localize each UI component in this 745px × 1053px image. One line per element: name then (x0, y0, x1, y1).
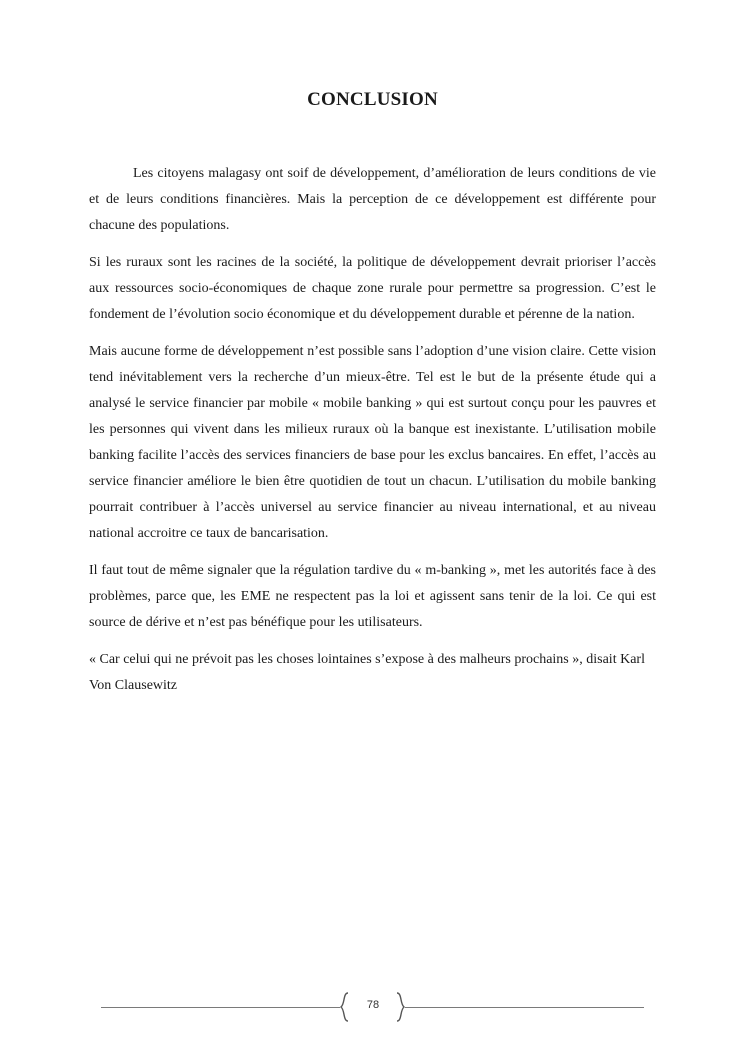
paragraph-quote: « Car celui qui ne prévoit pas les choses lointaines s’expose à des malheurs prochains », disait Karl Von Clausewitz (89, 652, 645, 693)
footer-rule-left (101, 1007, 340, 1008)
paragraph-intro: Les citoyens malagasy ont soif de développement, d’amélioration de leurs conditions de vie et de leurs conditions financières. Mais la perception de ce développement est différente pour chacune des populations. (89, 166, 656, 233)
document-body (89, 161, 656, 710)
paragraph-regulation: Il faut tout de même signaler que la régulation tardive du « m-banking », met les autorités face à des problèmes, parce que, les EME ne respectent pas la loi et agissent sans tenir de la loi. Ce qui est source de dérive et n’est pas bénéfique pour les utilisateurs. (89, 563, 656, 630)
right-brace-icon (395, 992, 405, 1022)
paragraph-mobile-banking: Mais aucune forme de développement n’est possible sans l’adoption d’une vision claire. Cette vision tend inévitablement vers la recherche d’un mieux-être. Tel est le but de la présente étude qui a analysé le service financier par mobile « mobile banking » qui est surtout conçu pour les pauvres et les personnes qui vivent dans les milieux ruraux où la banque est inexistante. L’utilisation mobile banking facilite l’accès des services financiers de base pour les exclus bancaires. En effet, l’accès au service financier améliore le bien être quotidien de tout un chacun. L’utilisation du mobile banking pourrait contribuer à l’accès universel au service financier au niveau international, et au niveau national accroitre ce taux de bancarisation. (89, 344, 656, 541)
left-brace-icon (340, 992, 350, 1022)
footer-rule-right (405, 1007, 644, 1008)
page-number: 78 (366, 999, 380, 1011)
paragraph-rural-development: Si les ruraux sont les racines de la société, la politique de développement devrait prioriser l’accès aux ressources socio-économiques de chaque zone rurale pour permettre sa progression. C’est le fondement de l’évolution socio économique et du développement durable et pérenne de la nation. (89, 255, 656, 322)
page-title: CONCLUSION (307, 89, 438, 110)
